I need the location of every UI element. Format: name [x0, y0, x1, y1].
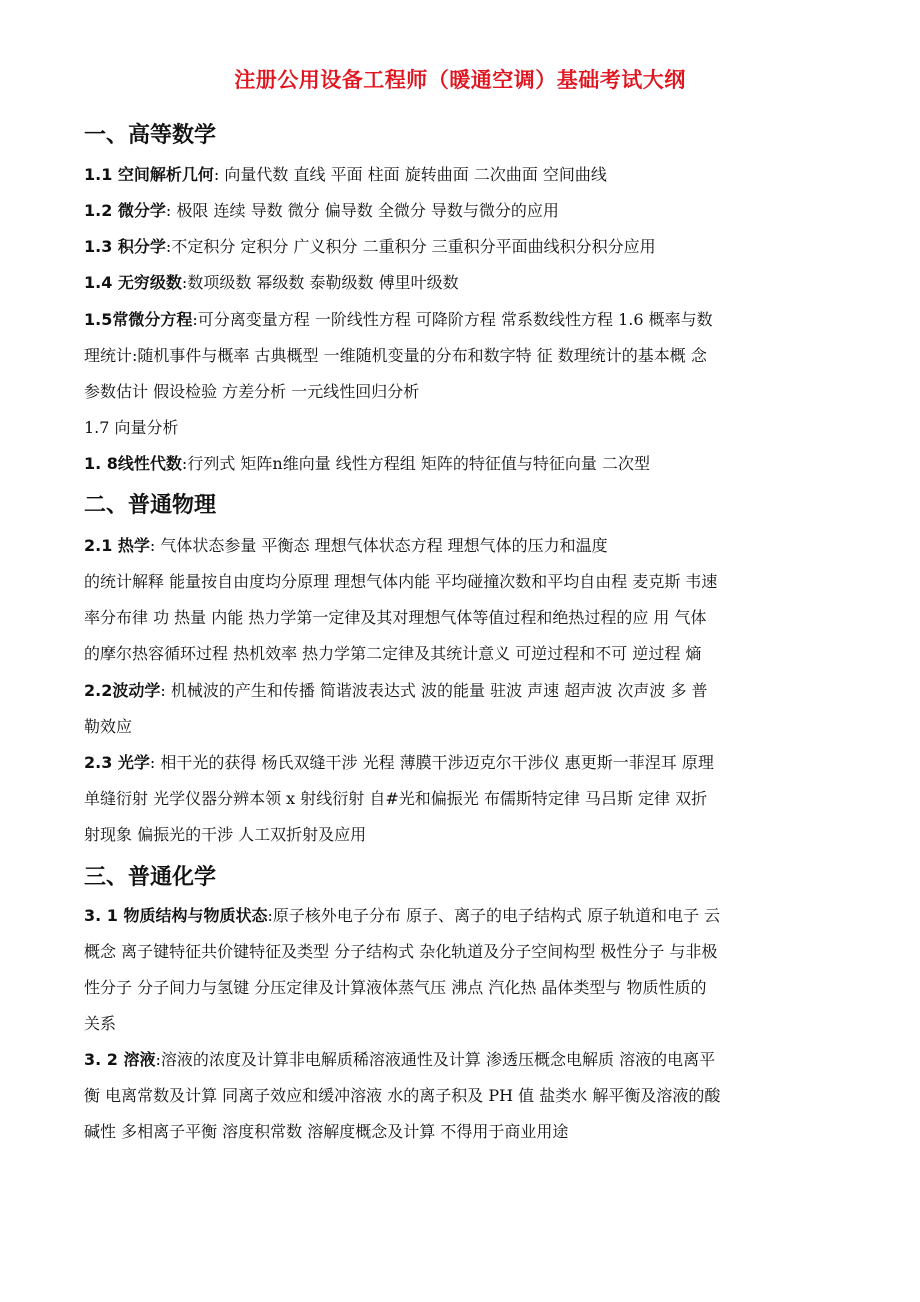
item-text-line: : 相干光的获得 杨氏双缝干涉 光程 薄膜干涉迈克尔干涉仪 惠更斯一菲涅耳 原理 — [149, 753, 714, 772]
item-text-line: 的统计解释 能量按自由度均分原理 理想气体内能 平均碰撞次数和平均自由程 麦克斯 韦速 — [84, 572, 718, 591]
section-heading-math: 一、高等数学 — [84, 123, 217, 148]
item-label: 3. 2 溶液 — [84, 1050, 156, 1069]
item-text-line: 参数估计 假设检验 方差分析 一元线性回归分析 — [84, 382, 420, 401]
item-1-7 — [84, 410, 838, 446]
item-label: 1.5常微分方程 — [84, 310, 193, 329]
item-label: 2.2波动学 — [84, 681, 161, 700]
item-text: : 极限 连续 导数 微分 偏导数 全微分 导数与微分的应用 — [165, 201, 559, 220]
item-text-line: 关系 — [84, 1014, 117, 1033]
item-text-line: 率分布律 功 热量 内能 热力学第一定律及其对理想气体等值过程和绝热过程的应 用 气体 — [84, 608, 707, 627]
item-text: 1.7 向量分析 — [84, 418, 179, 437]
item-text-line: 性分子 分子间力与氢键 分压定律及计算液体蒸气压 沸点 汽化热 晶体类型与 物质性质的 — [84, 978, 707, 997]
item-1-5 — [84, 302, 838, 410]
item-label: 1.2 微分学 — [84, 201, 166, 220]
item-text-line: 理统计:随机事件与概率 古典概型 一维随机变量的分布和数字特 征 数理统计的基本概 念 — [84, 346, 707, 365]
item-label: 1.4 无穷级数 — [84, 273, 182, 292]
item-3-1 — [84, 898, 838, 1042]
item-text: :行列式 矩阵n维向量 线性方程组 矩阵的特征值与特征向量 二次型 — [181, 454, 650, 473]
item-text: :不定积分 定积分 广义积分 二重积分 三重积分平面曲线积分积分应用 — [165, 237, 656, 256]
item-1-3 — [84, 229, 838, 265]
item-text-line: :原子核外电子分布 原子、离子的电子结构式 原子轨道和电子 云 — [267, 906, 721, 925]
item-1-1 — [84, 157, 838, 193]
item-1-4 — [84, 265, 838, 301]
item-label: 1. 8线性代数 — [84, 454, 182, 473]
item-label: 1.1 空间解析几何 — [84, 165, 214, 184]
section-heading-physics: 二、普通物理 — [84, 493, 217, 518]
item-text: :数项级数 幂级数 泰勒级数 傅里叶级数 — [181, 273, 459, 292]
section-heading-chemistry: 三、普通化学 — [84, 865, 217, 890]
item-text-line: 勒效应 — [84, 717, 133, 736]
item-text-line: :溶液的浓度及计算非电解质稀溶液通性及计算 渗透压概念电解质 溶液的电离平 — [155, 1050, 716, 1069]
item-label: 2.1 热学 — [84, 536, 150, 555]
item-label: 2.3 光学 — [84, 753, 150, 772]
item-text-line: 射现象 偏振光的干涉 人工双折射及应用 — [84, 825, 367, 844]
item-3-2 — [84, 1042, 838, 1150]
item-text-line: 的摩尔热容循环过程 热机效率 热力学第二定律及其统计意义 可逆过程和不可 逆过程 熵 — [84, 644, 702, 663]
item-2-1 — [84, 528, 838, 672]
document-title: 注册公用设备工程师（暖通空调）基础考试大纲 — [234, 68, 686, 92]
item-text-line: 碱性 多相离子平衡 溶度积常数 溶解度概念及计算 不得用于商业用途 — [84, 1122, 569, 1141]
item-text: : 向量代数 直线 平面 柱面 旋转曲面 二次曲面 空间曲线 — [213, 165, 607, 184]
item-text-line: : 气体状态参量 平衡态 理想气体状态方程 理想气体的压力和温度 — [149, 536, 608, 555]
item-text-line: : 机械波的产生和传播 简谐波表达式 波的能量 驻波 声速 超声波 次声波 多 普 — [160, 681, 708, 700]
item-text-line: 概念 离子键特征共价键特征及类型 分子结构式 杂化轨道及分子空间构型 极性分子 与非极 — [84, 942, 718, 961]
item-text-line: 单缝衍射 光学仪器分辨本领 x 射线衍射 自#光和偏振光 布儒斯特定律 马吕斯 定律 双折 — [84, 789, 708, 808]
item-text-line: :可分离变量方程 一阶线性方程 可降阶方程 常系数线性方程 1.6 概率与数 — [192, 310, 713, 329]
item-1-2 — [84, 193, 838, 229]
item-2-2 — [84, 673, 838, 745]
item-text-line: 衡 电离常数及计算 同离子效应和缓冲溶液 水的离子积及 PH 值 盐类水 解平衡及溶液的酸 — [84, 1086, 721, 1105]
item-2-3 — [84, 745, 838, 853]
item-1-8 — [84, 446, 838, 482]
item-label: 3. 1 物质结构与物质状态 — [84, 906, 268, 925]
item-label: 1.3 积分学 — [84, 237, 166, 256]
